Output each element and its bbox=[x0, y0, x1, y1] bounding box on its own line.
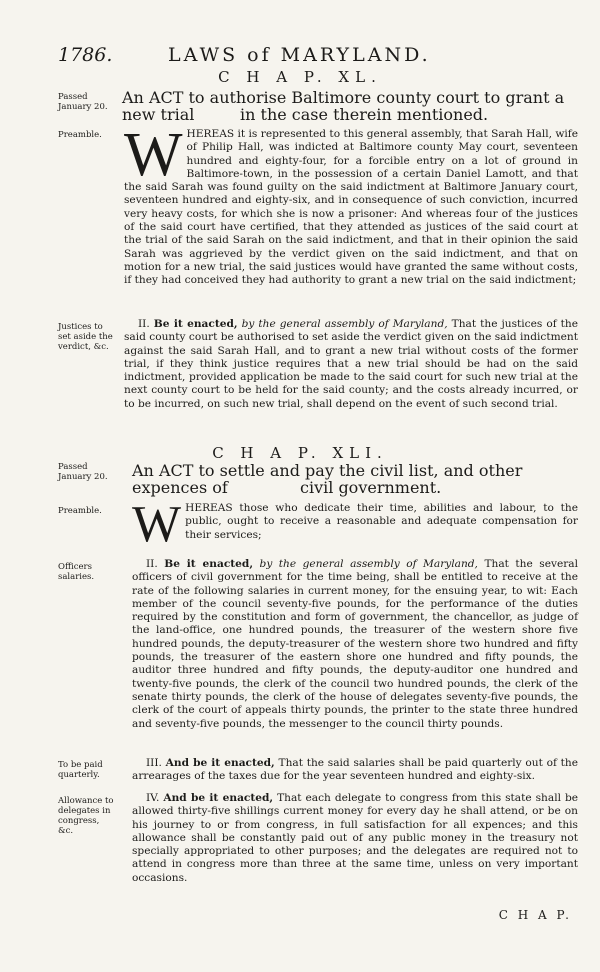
chapter-41-section-2 bbox=[132, 558, 578, 731]
page-header bbox=[58, 42, 578, 68]
section-number: II. bbox=[138, 318, 150, 330]
chapter-41-preamble bbox=[132, 496, 578, 553]
running-title: LAWS of MARYLAND. bbox=[168, 44, 431, 66]
chapter-41-section-3 bbox=[132, 757, 578, 784]
chapter-40-sec2-note: Justices to set aside the verdict, &c. bbox=[58, 322, 113, 352]
chapter-41-passed-note: Passed January 20. bbox=[58, 462, 108, 482]
enacting-clause: And be it enacted, bbox=[163, 792, 274, 804]
dropcap-w: W bbox=[132, 496, 182, 553]
section-number: II. bbox=[146, 558, 158, 570]
chapter-40-passed-note: Passed January 20. bbox=[58, 92, 108, 112]
chapter-40-preamble-note: Preamble. bbox=[58, 130, 102, 140]
chapter-41-preamble-note: Preamble. bbox=[58, 506, 102, 516]
enacting-clause: Be it enacted, bbox=[164, 558, 254, 570]
section-text: That the justices of the said county court be authorised to set aside the verdict given on the said indictment against the said Sarah Hall, and to grant a new trial without costs of the former trial, if they think justice requires that a new trial should be had on the said indictment, provided application be made to the said court for such new trial at the next county court to be held for the said county; and the costs already incurred, or to be incurred, on such new trial, shall depend on the event of such second trial. bbox=[124, 318, 578, 410]
chapter-40-title-line2: in the case therein mentioned. bbox=[240, 105, 489, 124]
chapter-41-sec4-note: Allowance to delegates in congress, &c. bbox=[58, 796, 114, 836]
chapter-41-sec3-note: To be paid quarterly. bbox=[58, 760, 103, 780]
enacting-clause: And be it enacted, bbox=[165, 757, 275, 769]
enacting-clause: Be it enacted, bbox=[153, 318, 238, 330]
section-text: That each delegate to congress from this state shall be allowed thirty-five shillings current money for every day he shall attend, or be on his journey to or from congress, in full satisfaction for all expences; and this allowance shall be constantly paid out of any public money in the treasury not specially appropriated to other purposes; and the delegates are required not to attend in congress more than three at the same time, unless on very important occasions. bbox=[132, 792, 578, 884]
chapter-41-preamble-text: HEREAS those who dedicate their time, abilities and labour, to the public, ought to receive a reasonable and adequate compensation for their services; bbox=[185, 502, 578, 541]
dropcap-w: W bbox=[124, 121, 183, 189]
page-year: 1786. bbox=[58, 44, 113, 66]
section-text: That the several officers of civil government for the time being, shall be entitled to receive at the rate of the following salaries in current money, for the ensuing year, to wit: Each member of the council seventy-five pounds, for the performance of the duties required by the constitution and form of government, the chancellor, as judge of the land-office, one hundred pounds, the treasurer of the western shore five hundred pounds, the deputy-treasurer of the western shore two hundred and fifty pounds, the treasurer of the eastern shore one hundred and fifty pounds, the auditor three hundred and fifty pounds, the deputy-auditor one hundred and twenty-five pounds, the clerk of the council two hundred pounds, the clerk of the senate thirty pounds, the clerk of the house of delegates seventy-five pounds, the clerk of the court of appeals thirty pounds, the printer to the state three hundred and seventy-five pounds, the messenger to the council thirty pounds. bbox=[132, 558, 579, 730]
section-number: III. bbox=[146, 757, 162, 769]
section-text: That the said salaries shall be paid quarterly out of the arrearages of the taxes due for the year seventeen hundred and eighty-six. bbox=[132, 757, 578, 783]
chapter-41-sec2-note: Officers salaries. bbox=[58, 562, 95, 582]
chapter-41-title-line2: civil government. bbox=[300, 478, 442, 497]
enacting-authority: by the general assembly of Maryland, bbox=[259, 558, 478, 570]
chapter-41-section-4 bbox=[132, 792, 578, 885]
chapter-40-preamble bbox=[124, 121, 578, 288]
chapter-40-title-line1: An ACT to authorise Baltimore county court to grant a new trial bbox=[122, 88, 565, 124]
catchword: C H A P. bbox=[498, 908, 572, 922]
chapter-41-heading: C H A P. XLI. bbox=[212, 444, 388, 462]
chapter-40-section-2 bbox=[124, 318, 578, 411]
chapter-40-heading: C H A P. XL. bbox=[218, 68, 382, 86]
chapter-40-preamble-text: HEREAS it is represented to this general assembly, that Sarah Hall, wife of Philip Hall, was indicted at Baltimore county May court, seventeen hundred and eighty-four, for a forcible entry on a lot of ground in Baltimore-town, in the possession of a certain Daniel Lamott, and that the said Sarah was found guilty on the said indictment at Baltimore January court, seventeen hundred and eighty-six, and in consequence of such conviction, incurred very heavy costs, for which she is now a prisoner: And whereas four of the justices of the said court have certified, that they attended as justices of the said court at the trial of the said Sarah on the said indictment, and that in their opinion the said Sarah was aggrieved by the verdict given on the said indictment, and that on motion for a new trial, the said justices would have granted the same without costs, if they had conceived they had authority to grant a new trial on the said indictment; bbox=[124, 128, 578, 287]
chapter-41-title-line1: An ACT to settle and pay the civil list, and other expences of bbox=[132, 461, 523, 497]
enacting-authority: by the general assembly of Maryland, bbox=[241, 318, 448, 330]
section-number: IV. bbox=[146, 792, 160, 804]
